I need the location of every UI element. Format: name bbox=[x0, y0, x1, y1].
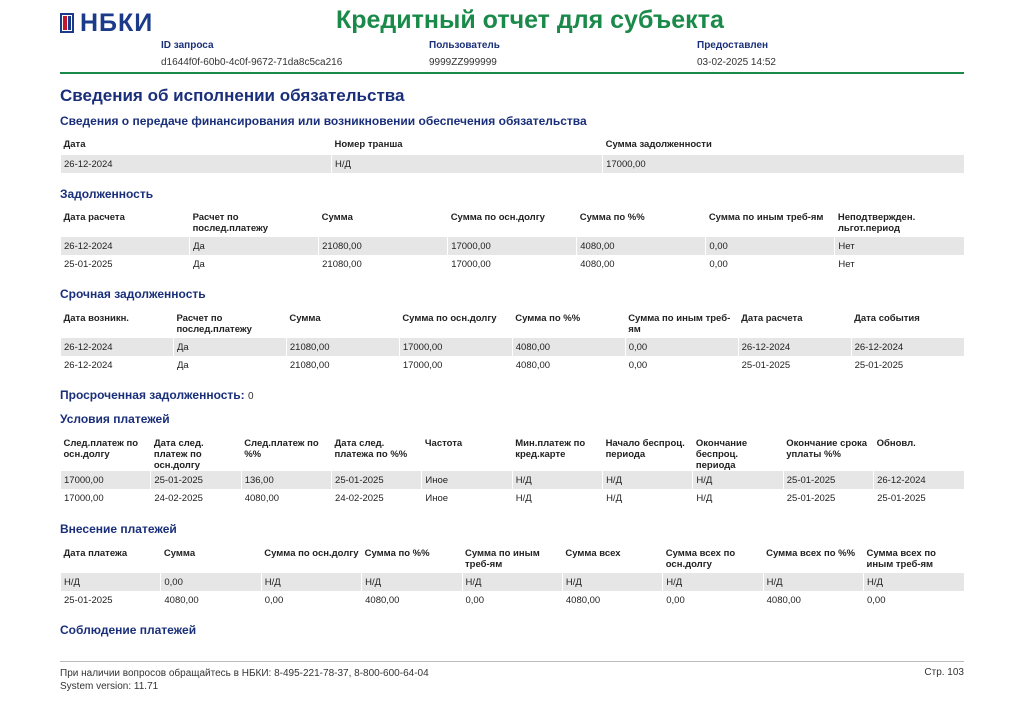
column-header: Сумма задолженности bbox=[605, 139, 712, 150]
table-cell: Иное bbox=[422, 489, 512, 507]
table-cell: 24-02-2025 bbox=[332, 489, 422, 507]
table-cell: 0,00 bbox=[625, 356, 738, 374]
table-header-row bbox=[61, 138, 965, 155]
column-header: Номер транша bbox=[334, 139, 403, 150]
debt-table bbox=[60, 211, 964, 273]
table-row bbox=[61, 489, 965, 507]
table-cell: 17000,00 bbox=[399, 356, 512, 374]
table-cell: 4080,00 bbox=[763, 591, 863, 609]
table-cell: 0,00 bbox=[161, 573, 261, 591]
table-row bbox=[61, 155, 965, 173]
footer-contact: При наличии вопросов обращайтесь в НБКИ: 8-495-221-78-37, 8-800-600-64-04 bbox=[60, 668, 429, 679]
footer-divider bbox=[60, 661, 964, 662]
column-header: Сумма bbox=[163, 548, 196, 559]
table-header-row bbox=[61, 312, 965, 338]
table-cell: 136,00 bbox=[241, 471, 331, 489]
column-header: Обновл. bbox=[876, 438, 916, 449]
table-cell: 17000,00 bbox=[399, 338, 512, 356]
user-block bbox=[429, 40, 500, 68]
overdue-debt-label: Просроченная задолженность: bbox=[60, 388, 245, 402]
table-cell: Да bbox=[190, 237, 319, 255]
column-header: Сумма по %% bbox=[579, 212, 645, 223]
table-cell: Н/Д bbox=[462, 573, 562, 591]
nbki-logo bbox=[60, 10, 153, 36]
table-cell: Н/Д bbox=[663, 573, 763, 591]
compliance-title: Соблюдение платежей bbox=[60, 623, 197, 637]
provided-value: 03-02-2025 14:52 bbox=[697, 57, 776, 68]
table-header-row bbox=[61, 547, 965, 573]
transfer-title: Сведения о передаче финансирования или возникновении обеспечения обязательства bbox=[60, 114, 587, 128]
table-cell: 0,00 bbox=[625, 338, 738, 356]
column-header: Дата след. платеж по осн.долгу bbox=[153, 438, 204, 471]
table-row bbox=[61, 356, 965, 374]
request-id-value: d1644f0f-60b0-4c0f-9672-71da8c5ca216 bbox=[161, 57, 343, 68]
table-cell: 4080,00 bbox=[362, 591, 462, 609]
table-cell: 4080,00 bbox=[161, 591, 261, 609]
table-cell: Да bbox=[173, 338, 286, 356]
table-cell: 0,00 bbox=[462, 591, 562, 609]
request-id-label: ID запроса bbox=[161, 40, 214, 51]
table-cell: Н/Д bbox=[864, 573, 965, 591]
table-cell: 25-01-2025 bbox=[874, 489, 964, 507]
table-cell: 26-12-2024 bbox=[851, 338, 964, 356]
table-header-row bbox=[61, 437, 965, 471]
column-header: Сумма bbox=[289, 313, 321, 324]
column-header: Начало беспроц. периода bbox=[605, 438, 685, 460]
column-header: Частота bbox=[424, 438, 463, 449]
table-cell: Н/Д bbox=[261, 573, 361, 591]
table-cell: Н/Д bbox=[603, 471, 693, 489]
provided-block bbox=[697, 40, 776, 68]
column-header: Сумма по осн.долгу bbox=[402, 313, 497, 324]
column-header: Расчет по послед.платежу bbox=[176, 313, 252, 335]
table-cell: 17000,00 bbox=[448, 255, 577, 273]
table-cell: 0,00 bbox=[706, 255, 835, 273]
column-header: Сумма по иным треб-ям bbox=[628, 313, 731, 335]
table-cell: 4080,00 bbox=[577, 255, 706, 273]
table-cell: 25-01-2025 bbox=[738, 356, 851, 374]
table-cell: 0,00 bbox=[706, 237, 835, 255]
table-cell: 25-01-2025 bbox=[851, 356, 964, 374]
table-cell: 4080,00 bbox=[562, 591, 662, 609]
table-cell: 0,00 bbox=[864, 591, 965, 609]
table-cell: 21080,00 bbox=[286, 338, 399, 356]
column-header: Сумма по %% bbox=[364, 548, 430, 559]
table-cell: 25-01-2025 bbox=[61, 591, 161, 609]
table-cell: Н/Д bbox=[562, 573, 662, 591]
column-header: Окончание беспроц. периода bbox=[695, 438, 748, 471]
table-cell: 4080,00 bbox=[512, 356, 625, 374]
table-cell: 4080,00 bbox=[512, 338, 625, 356]
column-header: Дата расчета bbox=[741, 313, 803, 324]
page-number: Стр. 103 bbox=[924, 667, 964, 678]
column-header: Мин.платеж по кред.карте bbox=[515, 438, 586, 460]
column-header: След.платеж по %% bbox=[244, 438, 319, 460]
table-cell: 24-02-2025 bbox=[151, 489, 241, 507]
table-cell: 25-01-2025 bbox=[61, 255, 190, 273]
table-cell: 26-12-2024 bbox=[61, 237, 190, 255]
table-cell: Н/Д bbox=[603, 489, 693, 507]
table-cell: 25-01-2025 bbox=[151, 471, 241, 489]
table-cell: 17000,00 bbox=[603, 155, 964, 173]
transfer-table bbox=[60, 138, 964, 173]
payment-terms-title: Условия платежей bbox=[60, 412, 170, 426]
logo-text: НБКИ bbox=[80, 8, 154, 37]
table-cell: Н/Д bbox=[693, 471, 783, 489]
column-header: Сумма всех по осн.долгу bbox=[665, 548, 736, 570]
column-header: Сумма по иным треб-ям bbox=[708, 212, 824, 223]
table-cell: Н/Д bbox=[512, 471, 602, 489]
request-id-block bbox=[161, 40, 342, 68]
column-header: Расчет по послед.платежу bbox=[192, 212, 269, 234]
debt-title: Задолженность bbox=[60, 187, 154, 201]
column-header: Сумма bbox=[321, 212, 353, 223]
column-header: Сумма всех bbox=[565, 548, 621, 559]
column-header: Сумма всех по %% bbox=[766, 548, 856, 559]
table-cell: Н/Д bbox=[512, 489, 602, 507]
payments-title: Внесение платежей bbox=[60, 522, 177, 536]
table-cell: 26-12-2024 bbox=[61, 356, 174, 374]
overdue-debt bbox=[60, 388, 254, 402]
table-cell: 0,00 bbox=[261, 591, 361, 609]
column-header: Дата возникн. bbox=[63, 313, 129, 324]
table-cell: Н/Д bbox=[61, 573, 161, 591]
footer bbox=[60, 667, 429, 693]
table-cell: 17000,00 bbox=[61, 489, 151, 507]
header-divider bbox=[60, 72, 964, 74]
column-header: Дата события bbox=[854, 313, 920, 324]
column-header: Сумма по иным треб-ям bbox=[465, 548, 540, 570]
table-cell: 25-01-2025 bbox=[783, 471, 873, 489]
column-header: Сумма всех по иным треб-ям bbox=[866, 548, 936, 570]
table-cell: 26-12-2024 bbox=[738, 338, 851, 356]
provided-label: Предоставлен bbox=[697, 40, 769, 51]
table-cell: 17000,00 bbox=[61, 471, 151, 489]
table-cell: 21080,00 bbox=[319, 255, 448, 273]
table-cell: Н/Д bbox=[763, 573, 863, 591]
user-label: Пользователь bbox=[429, 40, 500, 51]
table-row bbox=[61, 255, 965, 273]
table-cell: 17000,00 bbox=[448, 237, 577, 255]
table-cell: 26-12-2024 bbox=[874, 471, 964, 489]
column-header: Сумма по осн.долгу bbox=[450, 212, 545, 223]
column-header: След.платеж по осн.долгу bbox=[63, 438, 139, 460]
table-cell: Н/Д bbox=[693, 489, 783, 507]
table-cell: 21080,00 bbox=[319, 237, 448, 255]
table-header-row bbox=[61, 211, 965, 237]
column-header: Дата расчета bbox=[63, 212, 125, 223]
table-row bbox=[61, 471, 965, 489]
payments-table bbox=[60, 547, 964, 609]
footer-version: System version: 11.71 bbox=[60, 681, 159, 692]
table-cell: Да bbox=[173, 356, 286, 374]
column-header: Сумма по %% bbox=[515, 313, 581, 324]
overdue-debt-value: 0 bbox=[248, 391, 254, 402]
nbki-logo-icon bbox=[60, 13, 74, 33]
column-header: Дата bbox=[63, 139, 86, 150]
report-title: Кредитный отчет для субъекта bbox=[336, 6, 724, 34]
table-cell: Да bbox=[190, 255, 319, 273]
column-header: Неподтвержден. льгот.период bbox=[837, 212, 916, 234]
urgent-debt-title: Срочная задолженность bbox=[60, 287, 206, 301]
column-header: Дата след. платежа по %% bbox=[334, 438, 408, 460]
table-cell: 4080,00 bbox=[241, 489, 331, 507]
table-cell: 25-01-2025 bbox=[332, 471, 422, 489]
section-title: Сведения об исполнении обязательства bbox=[60, 86, 405, 105]
table-row bbox=[61, 338, 965, 356]
column-header: Окончание срока уплаты %% bbox=[786, 438, 868, 460]
table-cell: 26-12-2024 bbox=[61, 155, 332, 173]
column-header: Дата платежа bbox=[63, 548, 128, 559]
table-cell: Иное bbox=[422, 471, 512, 489]
table-cell: Н/Д bbox=[362, 573, 462, 591]
table-cell: Нет bbox=[835, 255, 964, 273]
column-header: Сумма по осн.долгу bbox=[264, 548, 359, 559]
table-row bbox=[61, 591, 965, 609]
table-cell: 26-12-2024 bbox=[61, 338, 174, 356]
table-cell: 4080,00 bbox=[577, 237, 706, 255]
table-cell: 21080,00 bbox=[286, 356, 399, 374]
user-value: 9999ZZ999999 bbox=[429, 57, 497, 68]
table-row bbox=[61, 237, 965, 255]
table-cell: Н/Д bbox=[332, 155, 603, 173]
urgent-debt-table bbox=[60, 312, 964, 374]
table-cell: 0,00 bbox=[663, 591, 763, 609]
payment-terms-table bbox=[60, 437, 964, 507]
table-row bbox=[61, 573, 965, 591]
table-cell: 25-01-2025 bbox=[783, 489, 873, 507]
table-cell: Нет bbox=[835, 237, 964, 255]
